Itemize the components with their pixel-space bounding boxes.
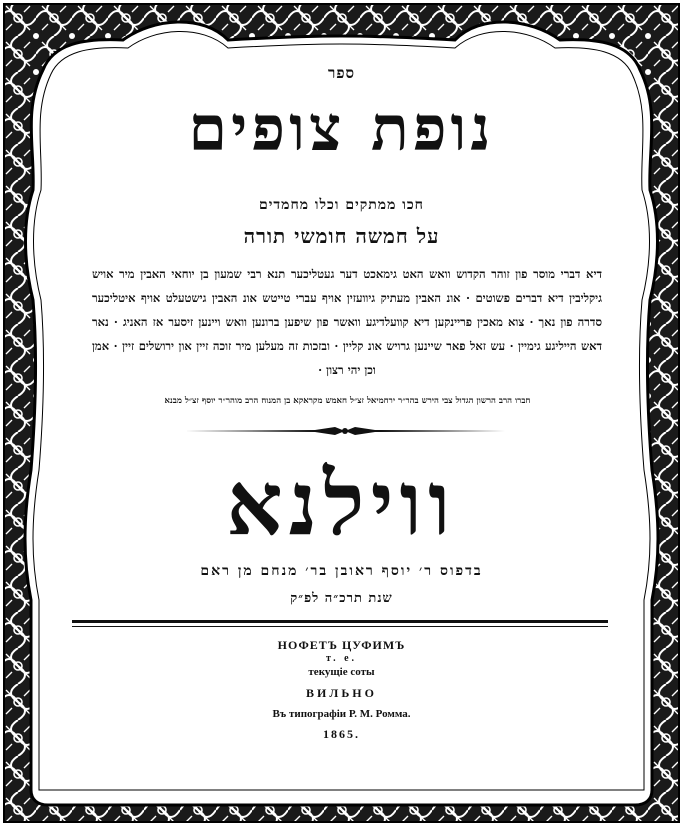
russian-title: НОФЕТЪ ЦУФИМЪ [277, 638, 406, 652]
russian-printer: Въ типографіи Р. М. Ромма. [272, 708, 411, 720]
russian-subtitle: текущіе соты [308, 666, 375, 678]
russian-year: 1865. [323, 727, 360, 741]
description-text: דיא דברי מוסר פון זוהר הקדוש וואש האט גימאכט דער געטליכער תנא רבי שמעון בן יוחאי האבין מיר אויש גיקליבין דיא דברים פשוטים · אונ האבין מעתיק גיוועזין אויף עברי טייטש אונ האבין גישטעלט אויף איטליכער סדרה פון נאך · צוא מאכין פריינקען דיא קוועלדיגע וואשר פון שיפען ברונען וואש ויינען זיסער אז האניג · נאר דאש הייליגע גימיין · עש זאל פאר שיינען גרויש אונ קליין · ובזכות זה מעלען מיר זוכה זיין און ירושלים זיין · אמן וכן יהי רצון · [92, 267, 602, 377]
ornamental-rule [185, 425, 505, 437]
russian-city: ВИЛЬНО [306, 686, 377, 700]
printer-line: בדפוס ר׳ יוסף ראובן בר׳ מנחם מן ראם [200, 563, 483, 579]
separator-thin [72, 626, 608, 627]
separator-thick [72, 620, 608, 623]
city-title: ווילנא [226, 451, 457, 555]
subtitle-torah: על חמשה חומשי תורה [243, 224, 440, 248]
russian-te: т. е. [325, 653, 358, 664]
sefer-label: ספר [327, 64, 356, 82]
subtitle: חכו ממתקים וכלו מחמדים [259, 197, 424, 213]
author-credit: חברו הרב הרשון הגדול צבי הירש בהר״ר ירחמיאל זצ״ל חאמש מקראקא בן המנוח הרב מוהר״ר יוסף זצ״ל מבנא [164, 396, 531, 406]
year-line: שנת תרכ״ה לפ״ק [290, 591, 393, 606]
main-title: נופת צופים [188, 92, 495, 165]
